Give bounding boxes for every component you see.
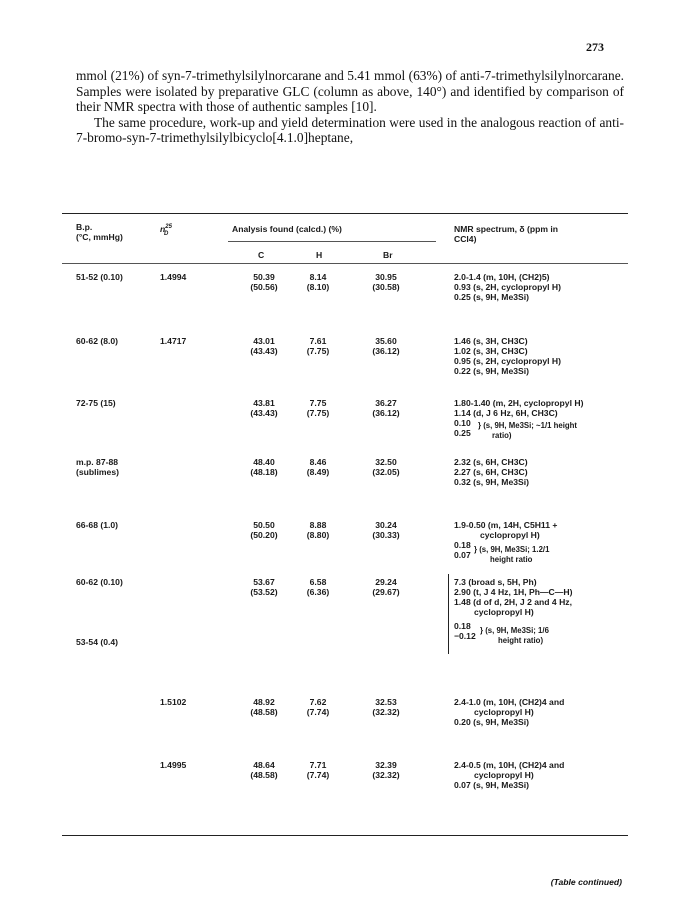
header-bp: B.p. [76, 222, 93, 232]
bp-cell-b: 53-54 (0.4) [76, 637, 119, 647]
br-calcd: (30.33) [372, 530, 400, 540]
header-bp-unit: (°C, mmHg) [76, 232, 123, 242]
bp-cell: 60-62 (8.0) [76, 336, 119, 346]
c-found: 48.40 [253, 457, 275, 467]
br-found: 32.50 [375, 457, 397, 467]
br-found: 30.24 [375, 520, 397, 530]
c-calcd: (53.52) [250, 587, 278, 597]
nmr-cell: 1.9-0.50 (m, 14H, C5H11 + cyclopropyl H) [454, 520, 558, 540]
nmr-cell: 2.4-1.0 (m, 10H, (CH2)4 and cyclopropyl H) 0.20 (s, 9H, Me3Si) [454, 697, 565, 727]
nmr-brace-text-2: height ratio [490, 555, 533, 564]
header-c: C [258, 250, 265, 260]
c-found: 48.92 [253, 697, 275, 707]
nmr-cell: 1.80-1.40 (m, 2H, cyclopropyl H) 1.14 (d, J 6 Hz, 6H, CH3C) [454, 398, 584, 418]
nmr-brace-text-2: height ratio) [498, 636, 544, 645]
header-h: H [316, 250, 323, 260]
analysis-subrule [228, 241, 436, 242]
nmr-brace-text-2: ratio) [492, 431, 512, 440]
header-nmr: NMR spectrum, δ (ppm in [454, 224, 559, 234]
br-found: 30.95 [375, 272, 397, 282]
br-calcd: (30.58) [372, 282, 400, 292]
br-found: 35.60 [375, 336, 397, 346]
h-found: 8.14 [309, 272, 327, 282]
br-calcd: (29.67) [372, 587, 400, 597]
nmr-cell: 2.32 (s, 6H, CH3C) 2.27 (s, 6H, CH3C) 0.32 (s, 9H, Me3Si) [454, 457, 529, 487]
header-refractive-index: $n^{25}_D$ [160, 223, 172, 237]
header-br: Br [383, 250, 393, 260]
h-calcd: (7.75) [306, 408, 330, 418]
h-found: 7.71 [309, 760, 327, 770]
bp-cell: 72-75 (15) [76, 398, 116, 408]
br-calcd: (32.32) [372, 770, 400, 780]
bp-cell: 60-62 (0.10) [76, 577, 123, 587]
nd-cell: 1.4995 [160, 760, 187, 770]
br-calcd: (32.05) [372, 467, 400, 477]
c-calcd: (43.43) [250, 408, 278, 418]
nmr-cell: 1.46 (s, 3H, CH3C) 1.02 (s, 3H, CH3C) 0.95 (s, 2H, cyclopropyl H) 0.22 (s, 9H, Me3Si) [454, 336, 561, 376]
row-brace [448, 574, 449, 654]
br-found: 36.27 [375, 398, 397, 408]
h-calcd: (7.74) [306, 770, 330, 780]
paragraph-2: The same procedure, work-up and yield determination were used in the analogous reaction of anti-7-bromo-syn-7-trimethylsilylbicyclo[4.1.0]heptane, [76, 114, 624, 146]
bp-cell: 51-52 (0.10) [76, 272, 123, 282]
nd-cell: 1.4994 [160, 272, 187, 282]
h-found: 7.61 [309, 336, 327, 346]
c-found: 50.50 [253, 520, 275, 530]
br-found: 32.53 [375, 697, 397, 707]
page-number: 273 [586, 40, 604, 54]
c-found: 48.64 [253, 760, 275, 770]
h-calcd: (7.74) [306, 707, 330, 717]
br-found: 29.24 [375, 577, 397, 587]
h-found: 8.88 [309, 520, 327, 530]
h-calcd: (8.10) [306, 282, 330, 292]
c-found: 50.39 [253, 272, 275, 282]
br-found: 32.39 [375, 760, 397, 770]
br-calcd: (32.32) [372, 707, 400, 717]
bp-cell: 66-68 (1.0) [76, 520, 119, 530]
h-calcd: (8.80) [306, 530, 330, 540]
bp-note: (sublimes) [76, 467, 119, 477]
nmr-brace-text: } (s, 9H, Me3Si; 1.2/1 [474, 545, 550, 554]
header-analysis: Analysis found (calcd.) (%) [232, 224, 342, 234]
nmr-brace-text: } (s, 9H, Me3Si; ~1/1 height [478, 421, 578, 430]
bp-cell: m.p. 87-88 [76, 457, 119, 467]
nd-cell: 1.5102 [160, 697, 187, 707]
c-found: 53.67 [253, 577, 275, 587]
body-text [76, 68, 624, 146]
c-calcd: (43.43) [250, 346, 278, 356]
nmr-pair: 0.10 0.25 [454, 418, 471, 438]
h-calcd: (8.49) [306, 467, 330, 477]
table-header-rule [62, 263, 628, 264]
nmr-brace-text: } (s, 9H, Me3Si; 1/6 [480, 626, 549, 635]
nmr-cell: 7.3 (broad s, 5H, Ph) 2.90 (t, J 4 Hz, 1H, Ph—C—H) 1.48 (d of d, 2H, J 2 and 4 Hz, cyclopropyl H) [454, 577, 573, 617]
c-found: 43.01 [253, 336, 275, 346]
nmr-cell: 2.4-0.5 (m, 10H, (CH2)4 and cyclopropyl H) 0.07 (s, 9H, Me3Si) [454, 760, 565, 790]
nd-cell: 1.4717 [160, 336, 187, 346]
c-found: 43.81 [253, 398, 275, 408]
paragraph-1: mmol (21%) of syn-7-trimethylsilylnorcarane and 5.41 mmol (63%) of anti-7-trimethylsilylnorcarane. Samples were isolated by preparative GLC (column as above, 140°) and identified by comparison of their NMR spectra with those of authentic samples [10]. [76, 68, 624, 115]
c-calcd: (50.56) [250, 282, 278, 292]
table-bottom-rule [62, 835, 628, 836]
nmr-cell: 2.0-1.4 (m, 10H, (CH2)5) 0.93 (s, 2H, cyclopropyl H) 0.25 (s, 9H, Me3Si) [454, 272, 561, 302]
table-continued-note: (Table continued) [550, 877, 622, 887]
table-top-rule [62, 213, 628, 214]
h-found: 6.58 [309, 577, 327, 587]
c-calcd: (50.20) [250, 530, 278, 540]
h-calcd: (6.36) [306, 587, 330, 597]
nmr-pair: 0.18 −0.12 [454, 621, 476, 641]
h-calcd: (7.75) [306, 346, 330, 356]
h-found: 8.46 [309, 457, 327, 467]
nmr-pair: 0.18 0.07 [454, 540, 471, 560]
br-calcd: (36.12) [372, 408, 400, 418]
c-calcd: (48.58) [250, 707, 278, 717]
h-found: 7.62 [309, 697, 327, 707]
h-found: 7.75 [309, 398, 327, 408]
c-calcd: (48.58) [250, 770, 278, 780]
header-nmr-solvent: CCl4) [454, 234, 477, 244]
c-calcd: (48.18) [250, 467, 278, 477]
br-calcd: (36.12) [372, 346, 400, 356]
